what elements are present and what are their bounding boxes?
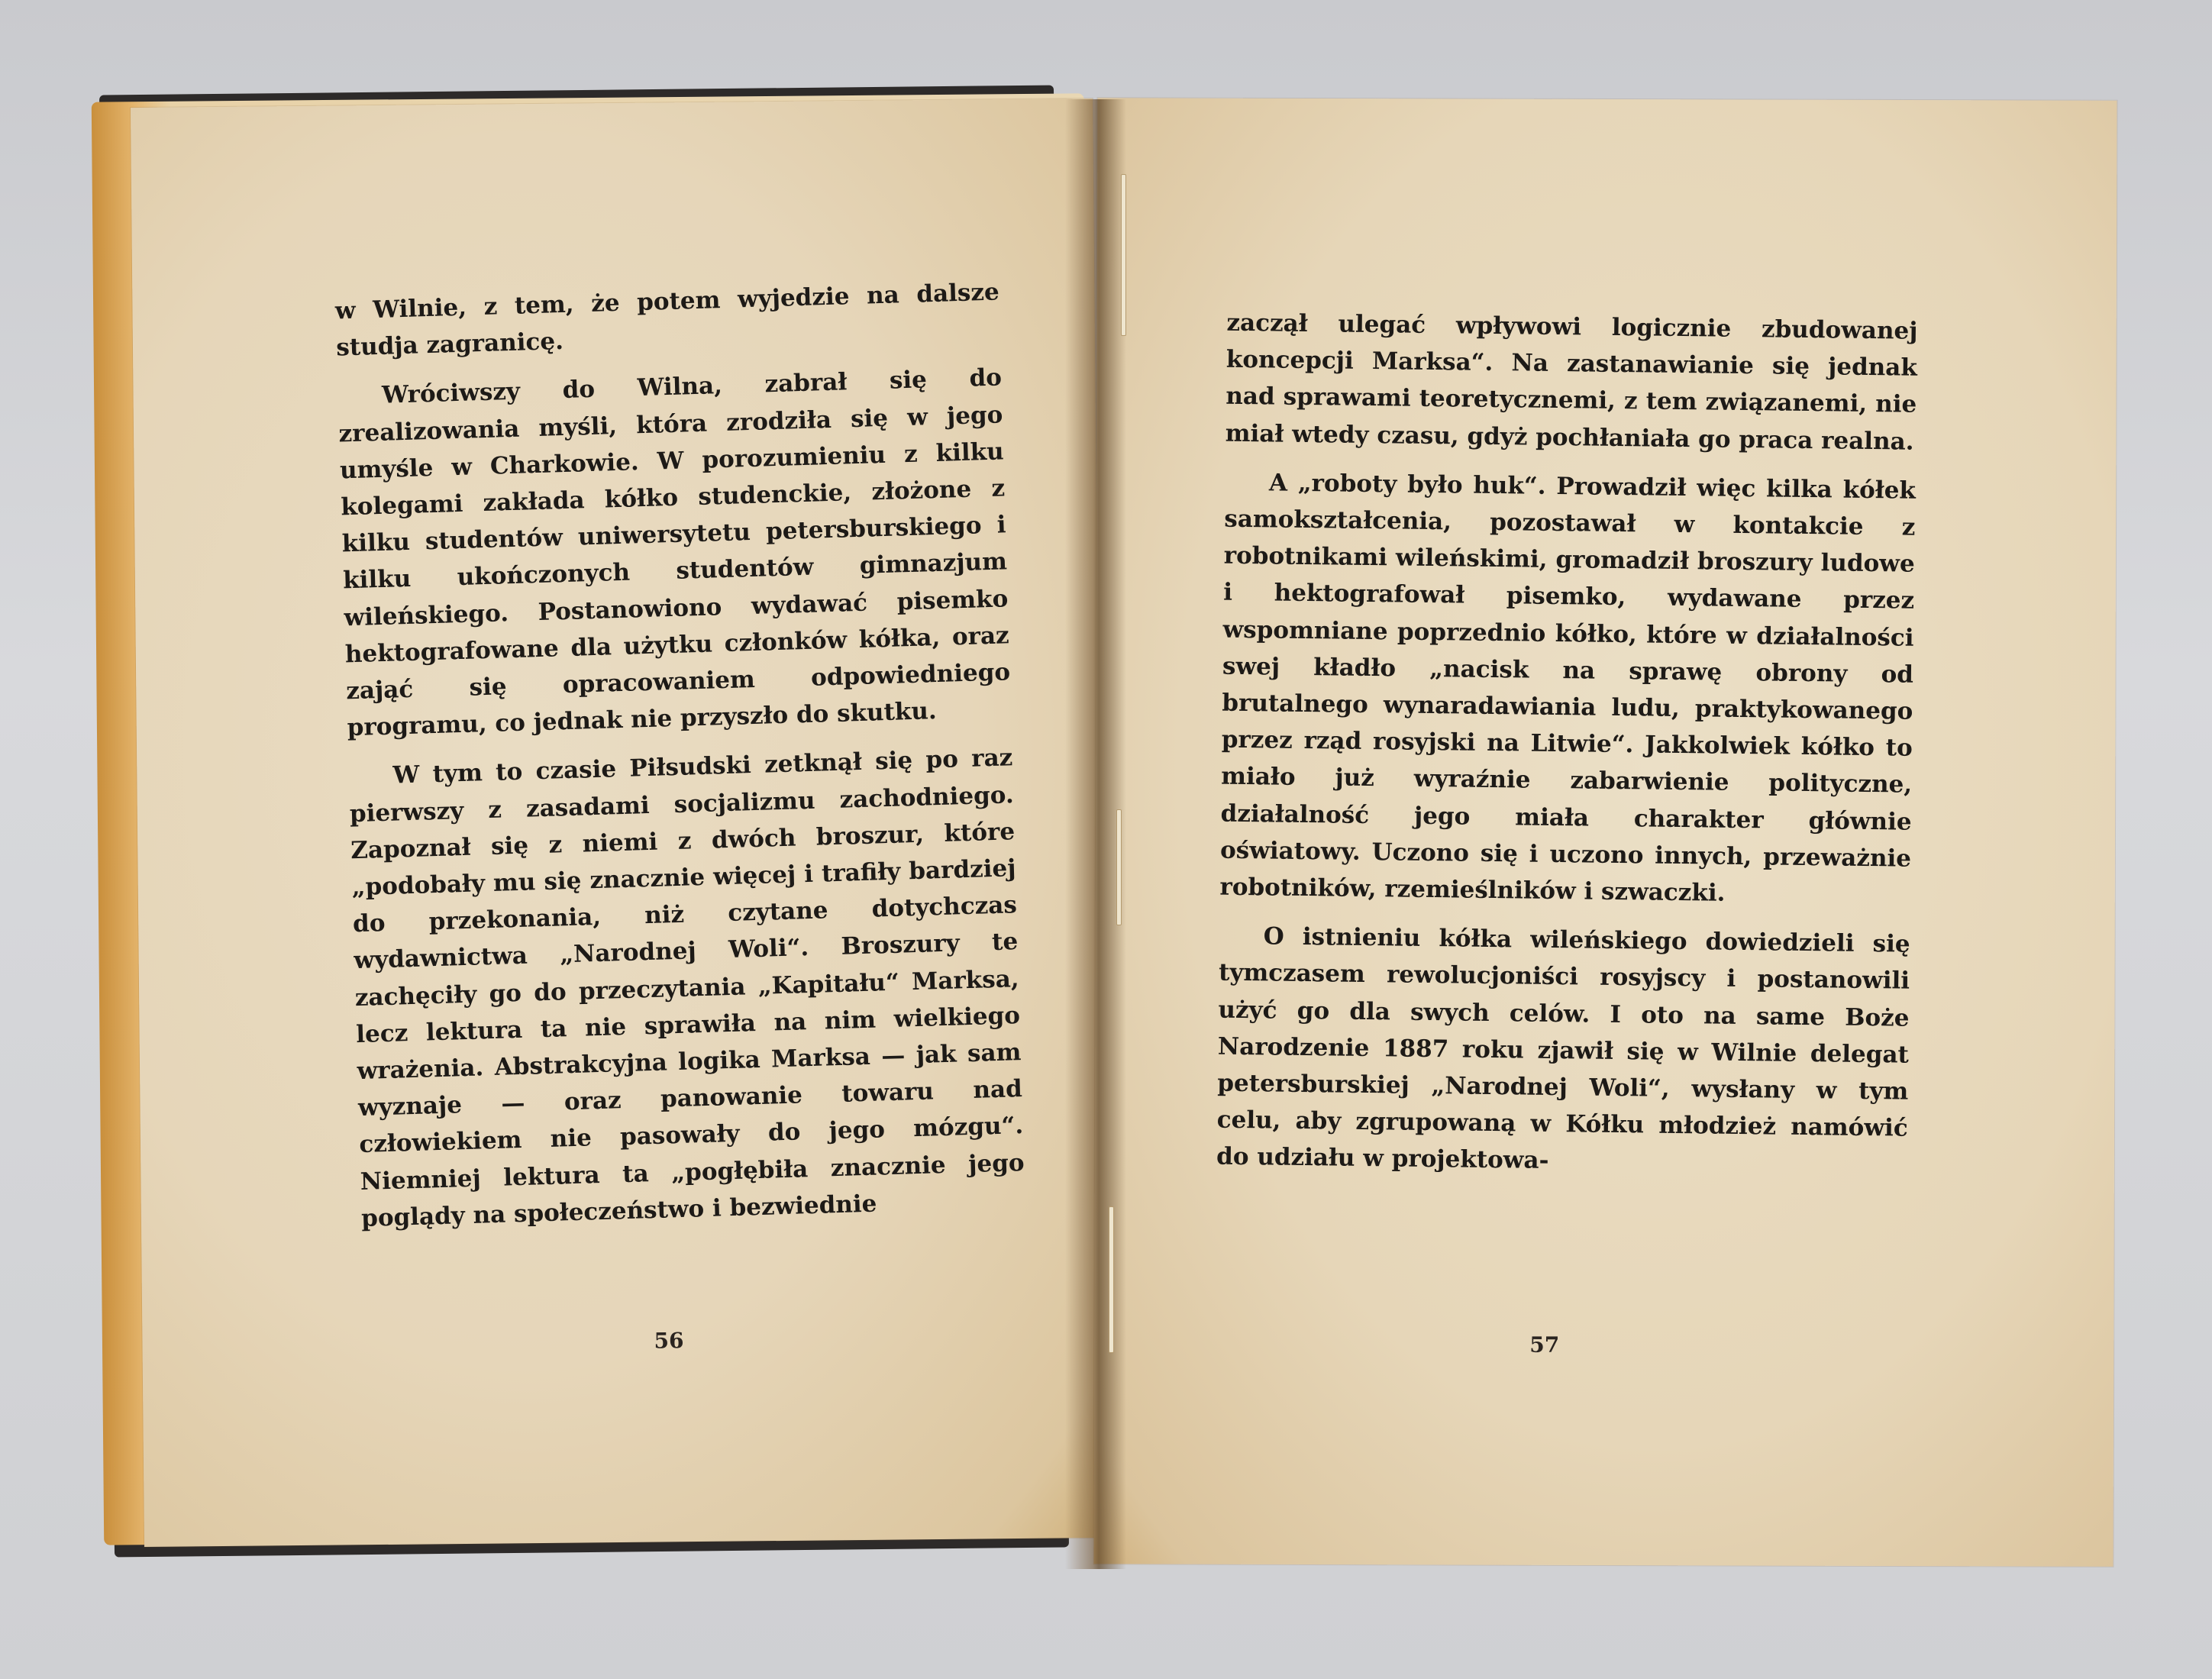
left-page-text (334, 273, 1025, 1237)
left-paragraph-2: Wróciwszy do Wilna, zabrał się do zrealizowania myśli, która zrodziła się w jego umyśle w Charkowie. W porozumieniu z kilku kolegami zakłada kółko studenckie, złożone z kilku studentów uniwersytetu petersburskiego i kilku ukończonych studentów gimnazjum wileńskiego. Postanowiono wydawać pisemko hektografowane dla użytku członków kółka, oraz zająć się opracowaniem odpowiedniego programu, co jednak nie przyszło do skutku. (338, 363, 1011, 742)
right-paragraph-1: zaczął ulegać wpływowi logicznie zbudowanej koncepcji Marksa“. Na zastanawianie się jednak nad sprawami teoretycznemi, z tem związanemi, nie miał wtedy czasu, gdyż pochłaniała go praca realna. (1225, 308, 1918, 456)
left-page-number: 56 (654, 1328, 684, 1354)
binding-thread (1109, 1206, 1114, 1353)
left-paragraph-3: W tym to czasie Piłsudski zetknął się po raz pierwszy z zasadami socjalizmu zachodniego. Zapoznał się z niemi z dwóch broszur, które „podobały mu się znacznie więcej i trafiły bardziej do przekonania, niż czytane dotychczas wydawnictwa „Narodnej Woli“. Broszury te zachęciły go do przeczytania „Kapitału“ Marksa, lecz lektura ta nie sprawiła na nim wielkiego wrażenia. Abstrakcyjna logika Marksa — jak sam wyznaje — oraz panowanie towaru nad człowiekiem nie pasowały do jego mózgu“. Niemniej lektura ta „pogłębiła znacznie jego poglądy na społeczeństwo i bezwiednie (349, 744, 1025, 1232)
left-paragraph-1: w Wilnie, z tem, że potem wyjedzie na dalsze studja zagranicę. (334, 278, 1000, 362)
binding-thread (1116, 809, 1122, 925)
right-paragraph-2: A „roboty było huk“. Prowadził więc kilka kółek samokształcenia, pozostawał w kontakcie z robotnikami wileńskimi, gromadził broszury ludowe i hektografował pisemko, wydawane przez wspomniane poprzednio kółko, które w działalności swej kładło „nacisk na sprawę obrony od brutalnego wynaradawiania ludu, praktykowanego przez rząd rosyjski na Litwie“. Jakkolwiek kółko to miało już wyraźnie zabarwienie polityczne, działalność jego miała charakter głównie oświatowy. Uczono się i uczono innych, przeważnie robotników, rzemieślników i szwaczki. (1219, 469, 1917, 907)
binding-thread (1121, 174, 1126, 336)
right-page-number: 57 (1529, 1332, 1560, 1358)
right-paragraph-3: O istnieniu kółka wileńskiego dowiedzieli się tymczasem rewolucjoniści rosyjscy i postanowili użyć go dla swych celów. I oto na same Boże Narodzenie 1887 roku zjawił się w Wilnie delegat petersburskiej „Narodnej Woli“, wysłany w tym celu, aby zgrupowaną w Kółku młodzież namówić do udziału w projektowa- (1216, 922, 1910, 1175)
right-page (1093, 98, 2117, 1566)
left-page (131, 98, 1106, 1547)
right-page-text (1216, 305, 1918, 1184)
